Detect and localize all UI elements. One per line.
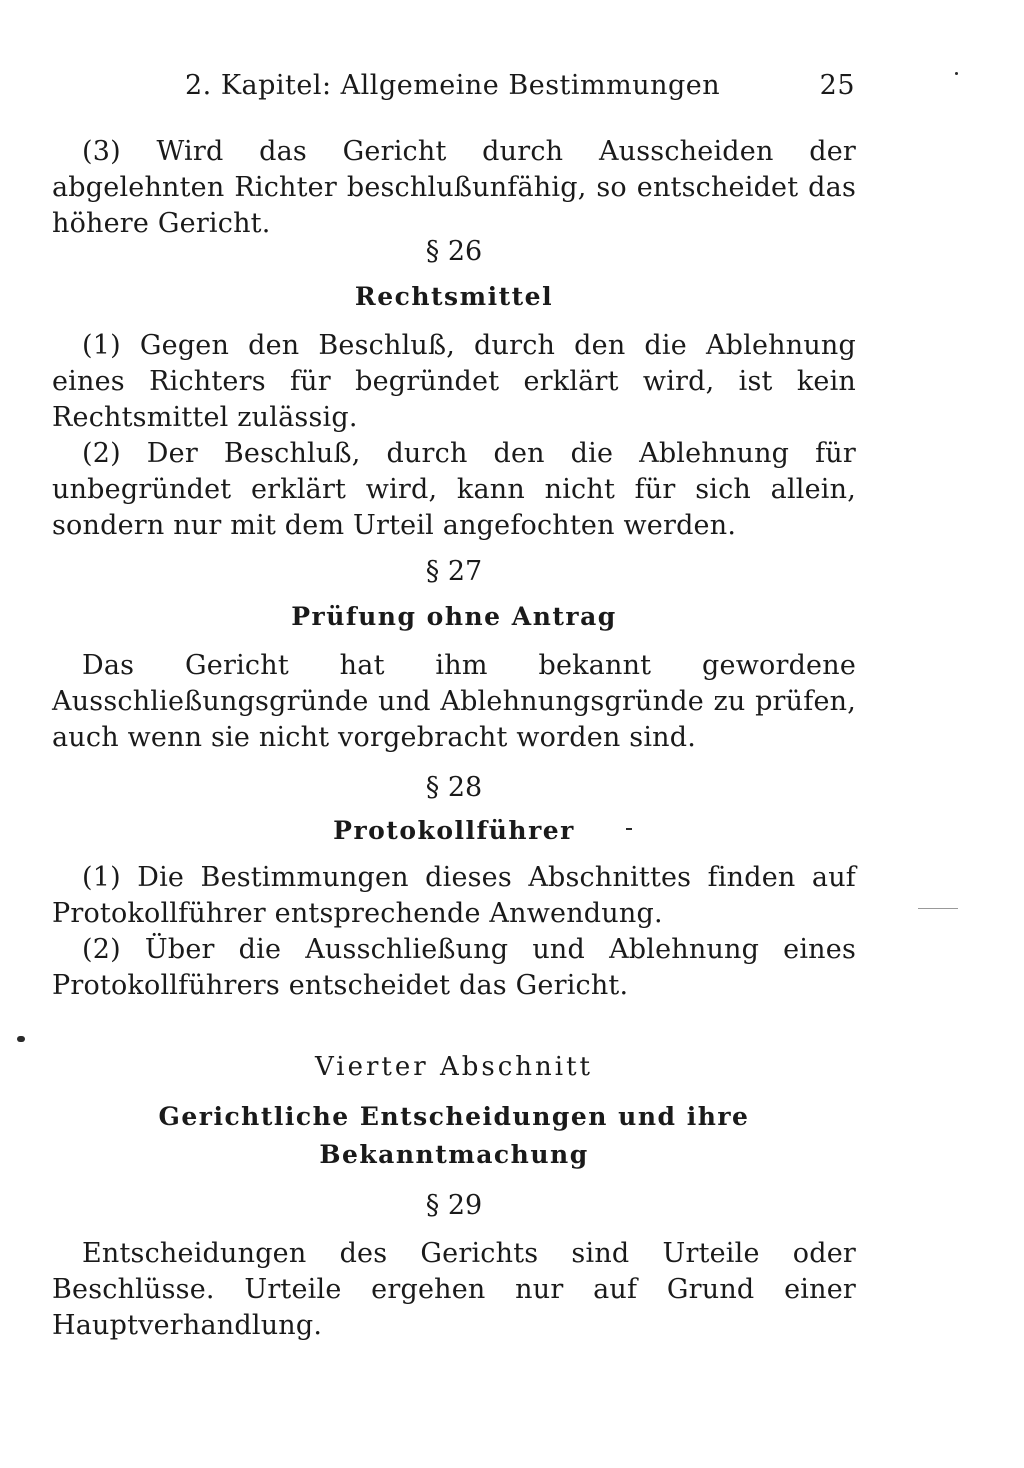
scan-speck [626,828,632,830]
section-27-body [52,648,856,756]
section-28-body [52,860,856,1004]
section-26-paragraph-2: (2) Der Beschluß, durch den die Ablehnung für unbegründet erklärt wird, kann nicht für sich allein, sondern nur mit dem Urteil angefochten werden. [52,438,856,541]
section-27-mark: § 27 [425,556,483,587]
running-title: 2. Kapitel: Allgemeine Bestimmungen [185,70,721,101]
part-title-line-2: Bekanntmachung [319,1140,589,1169]
paragraph-3-carryover: (3) Wird das Gericht durch Ausscheiden der abgelehnten Richter beschlußunfähig, so entscheidet das höhere Gericht. [52,136,856,239]
section-28-paragraph-1: (1) Die Bestimmungen dieses Abschnittes finden auf Protokollführer entsprechende Anwendung. [52,862,856,929]
section-26-mark: § 26 [425,236,483,267]
section-26-title: Rechtsmittel [354,282,554,311]
section-28-paragraph-2: (2) Über die Ausschließung und Ablehnung eines Protokollführers entscheidet das Gericht. [52,934,856,1001]
scan-speck [955,72,958,75]
section-27-title: Prüfung ohne Antrag [291,602,617,631]
section-28-mark: § 28 [425,772,483,803]
scan-mark [918,908,958,909]
part-name: Vierter Abschnitt [314,1052,593,1082]
part-title-line-1: Gerichtliche Entscheidungen und ihre [158,1102,750,1131]
section-27-paragraph-1: Das Gericht hat ihm bekannt gewordene Ausschließungsgründe und Ablehnungsgründe zu prüfen, auch wenn sie nicht vorgebracht worden sind. [52,650,856,753]
section-29-body [52,1236,856,1344]
section-26-body [52,328,856,544]
section-29-mark: § 29 [425,1190,483,1221]
section-28-title: Protokollführer [333,816,575,845]
section-26-paragraph-1: (1) Gegen den Beschluß, durch den die Ablehnung eines Richters für begründet erklärt wird, ist kein Rechtsmittel zulässig. [52,330,856,433]
scan-speck [17,1036,25,1042]
carryover-paragraph-block [52,134,856,242]
page-header [185,70,855,110]
section-29-paragraph-1: Entscheidungen des Gerichts sind Urteile oder Beschlüsse. Urteile ergehen nur auf Grund einer Hauptverhandlung. [52,1238,856,1341]
page-number: 25 [819,70,855,101]
